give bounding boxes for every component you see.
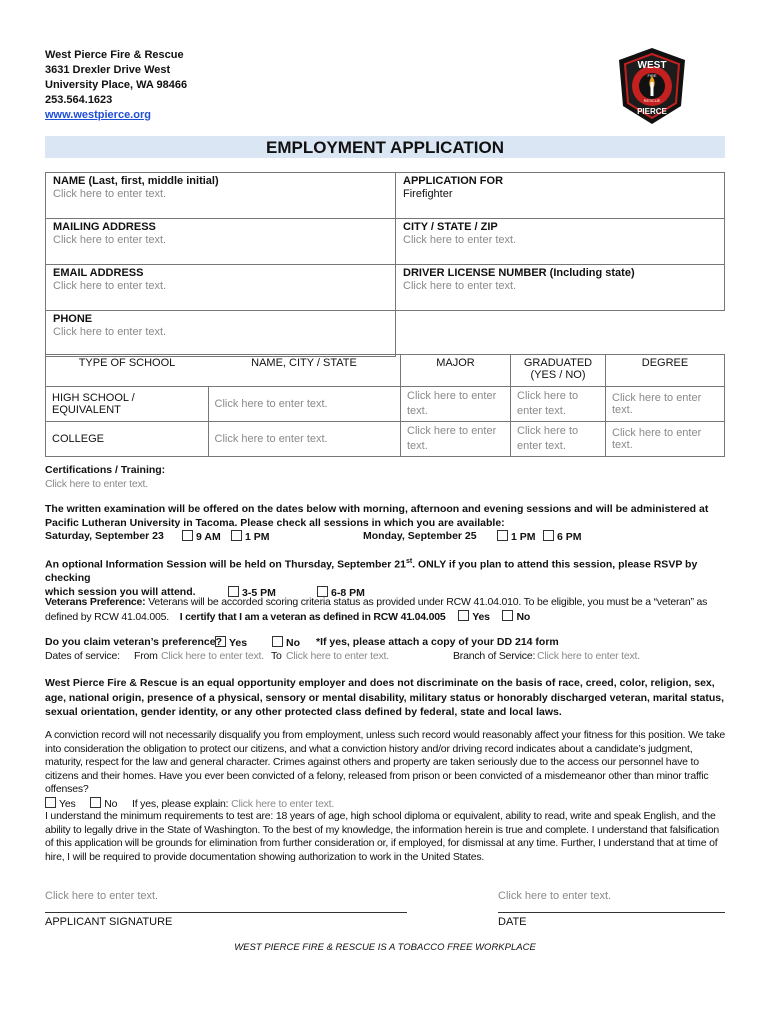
signature-line (45, 912, 407, 913)
checkbox-icon[interactable] (182, 530, 193, 541)
checkbox-icon[interactable] (543, 530, 554, 541)
veterans-certify-no-option[interactable] (502, 611, 530, 623)
certifications-section (45, 464, 730, 491)
name-label: NAME (Last, first, middle initial) (53, 175, 219, 187)
org-address-line1: 3631 Drexler Drive West (45, 64, 171, 76)
certifications-input[interactable]: Click here to enter text. (45, 477, 148, 490)
logo-text-top: WEST (637, 60, 667, 71)
conviction-no-label: No (104, 797, 118, 810)
info-session-text: An optional Information Session will be held on Thursday, September 21 (45, 558, 406, 571)
org-name: West Pierce Fire & Rescue (45, 49, 184, 61)
header-graduated: GRADUATED (YES / NO) (511, 355, 606, 387)
saturday-9am-option[interactable] (182, 530, 221, 545)
mailing-address-input[interactable]: Click here to enter text. (53, 234, 167, 246)
email-cell (46, 265, 396, 311)
veterans-section (45, 596, 730, 624)
conviction-section (45, 729, 730, 811)
signature-input[interactable]: Click here to enter text. (45, 890, 159, 902)
applicant-info-table (45, 172, 725, 357)
email-input[interactable]: Click here to enter text. (53, 280, 167, 292)
checkbox-icon[interactable] (228, 586, 239, 597)
logo-text-fire: FIRE (647, 73, 657, 78)
license-label: DRIVER LICENSE NUMBER (Including state) (403, 267, 635, 279)
monday-6pm-label: 6 PM (557, 531, 582, 543)
high-school-name-input[interactable]: Click here to enter text. (208, 387, 401, 422)
checkbox-icon[interactable] (502, 610, 513, 621)
high-school-graduated-input[interactable]: Click here to enter text. (511, 387, 606, 422)
checkbox-icon[interactable] (231, 530, 242, 541)
header-type-of-school: TYPE OF SCHOOL (46, 355, 209, 387)
email-label: EMAIL ADDRESS (53, 267, 144, 279)
license-input[interactable]: Click here to enter text. (403, 280, 517, 292)
header-name-city-state: NAME, CITY / STATE (208, 355, 401, 387)
conviction-yes-option[interactable] (45, 798, 76, 810)
org-phone: 253.564.1623 (45, 94, 113, 106)
college-major-input[interactable]: Click here to enter text. (401, 422, 511, 457)
city-state-zip-cell (396, 219, 725, 265)
veterans-label: Veterans Preference: (45, 596, 146, 608)
city-state-zip-label: CITY / STATE / ZIP (403, 221, 498, 233)
header-degree: DEGREE (606, 355, 725, 387)
date-label: DATE (498, 916, 527, 928)
info-session-6-8pm-label: 6-8 PM (331, 586, 365, 599)
application-for-cell (396, 173, 725, 219)
conviction-text: A conviction record will not necessarily disqualify you from employment, unless such record would reasonably affect your fitness for this position. We take into consideration the obligation to protect our citizens, and what a conviction history and/or driving record indicates about a candidate’s judgment, maturity, respect for the law and general character. Crimes against others and property are taken seriously due to the access our personnel have to citizens and their homes. Have you ever been convicted of a felony, released from prison or been convicted of a misdemeanor other than minor traffic offenses? (45, 729, 726, 795)
name-input[interactable]: Click here to enter text. (53, 188, 167, 200)
info-session-3-5pm-label: 3-5 PM (242, 586, 276, 599)
org-website-link[interactable]: www.westpierce.org (45, 109, 151, 121)
veteran-claim-no-label: No (286, 637, 300, 649)
school-type-college: COLLEGE (46, 422, 209, 457)
fire-department-logo (615, 46, 689, 126)
page-title: EMPLOYMENT APPLICATION (45, 136, 725, 158)
college-degree-input[interactable]: Click here to enter text. (606, 422, 725, 457)
phone-input[interactable]: Click here to enter text. (53, 326, 167, 338)
veteran-claim-no-option[interactable] (272, 636, 300, 651)
to-label: To (271, 650, 282, 662)
org-header (45, 48, 187, 123)
service-from-input[interactable]: Click here to enter text. (161, 650, 264, 662)
high-school-degree-input[interactable]: Click here to enter text. (606, 387, 725, 422)
saturday-9am-label: 9 AM (196, 531, 221, 543)
monday-1pm-label: 1 PM (511, 531, 536, 543)
saturday-label: Saturday, September 23 (45, 530, 164, 542)
conviction-explain-input[interactable]: Click here to enter text. (231, 797, 335, 810)
veterans-certify: I certify that I am a veteran as defined in RCW 41.04.005 (179, 610, 446, 623)
checkbox-icon[interactable] (497, 530, 508, 541)
veteran-claim-question: Do you claim veteran’s preference? (45, 636, 223, 648)
application-for-value[interactable]: Firefighter (403, 188, 453, 200)
veteran-claim-yes-option[interactable] (215, 636, 247, 651)
table-row (46, 387, 725, 422)
logo-text-bottom: PIERCE (637, 107, 667, 116)
agreement-text: I understand the minimum requirements to test are: 18 years of age, high school diploma or equivalent, ability to read, write and speak English, and the ability to legally drive in the State of Washington. To the best of my knowledge, the information herein is true and complete. I understand that falsification of this application will be grounds for elimination from further consideration or, if employed, for dismissal at any time. Further, I understand that at time of hire, I will be required to provide documentation showing authorization to work in the United States. (45, 810, 720, 863)
veterans-certify-yes-option[interactable] (458, 611, 490, 623)
application-for-label: APPLICATION FOR (403, 175, 504, 187)
veteran-claim-section (45, 636, 730, 664)
veterans-certify-yes-label: Yes (472, 610, 490, 623)
info-session-sup: st (405, 558, 413, 565)
dates-of-service-label: Dates of service: (45, 650, 120, 662)
saturday-1pm-option[interactable] (231, 530, 270, 545)
conviction-yes-label: Yes (59, 797, 76, 810)
date-input[interactable]: Click here to enter text. (498, 890, 612, 902)
veterans-text: Veterans will be accorded scoring criteria status as provided under RCW 41.04.010. To be eligible, you must be a “veteran” as defined by RCW 41.04.005. (45, 596, 708, 623)
table-row (46, 422, 725, 457)
checkbox-icon[interactable] (317, 586, 328, 597)
info-session-section (45, 555, 730, 600)
phone-cell (46, 311, 396, 357)
checkbox-icon[interactable] (272, 636, 283, 647)
date-line (498, 912, 725, 913)
monday-6pm-option[interactable] (543, 530, 582, 545)
education-table (45, 354, 725, 457)
from-label: From (134, 650, 158, 662)
service-to-input[interactable]: Click here to enter text. (286, 650, 389, 662)
info-session-text-3: which session you will attend. (45, 585, 196, 598)
exam-text: The written examination will be offered on the dates below with morning, afternoon and evening sessions and will be administered at Pacific Lutheran University in Tacoma. Please check all sessions in which you are available: (45, 503, 709, 529)
footer-note: WEST PIERCE FIRE & RESCUE IS A TOBACCO FREE WORKPLACE (234, 942, 536, 953)
checkbox-icon[interactable] (215, 636, 226, 647)
city-state-zip-input[interactable]: Click here to enter text. (403, 234, 517, 246)
college-name-input[interactable]: Click here to enter text. (208, 422, 401, 457)
signature-label: APPLICANT SIGNATURE (45, 916, 173, 928)
veteran-claim-note: *If yes, please attach a copy of your DD 214 form (316, 636, 559, 648)
exam-section (45, 503, 730, 544)
school-type-high-school: HIGH SCHOOL / EQUIVALENT (46, 387, 209, 422)
monday-1pm-option[interactable] (497, 530, 536, 545)
mailing-address-label: MAILING ADDRESS (53, 221, 156, 233)
branch-of-service-input[interactable]: Click here to enter text. (537, 650, 640, 662)
eeo-statement: West Pierce Fire & Rescue is an equal opportunity employer and does not discriminate on the basis of race, creed, color, religion, sex, age, national origin, presence of a physical, sensory or mental disability, military status or honorably discharged veteran, marital status, sexual orientation, gender identity, or any other protected class defined by federal, state and local laws. (45, 677, 725, 718)
checkbox-icon[interactable] (90, 797, 101, 808)
name-cell (46, 173, 396, 219)
veterans-certify-no-label: No (516, 610, 531, 623)
mailing-address-cell (46, 219, 396, 265)
certifications-label: Certifications / Training: (45, 464, 166, 476)
veteran-claim-yes-label: Yes (229, 637, 248, 649)
checkbox-icon[interactable] (45, 797, 56, 808)
info-session-text-2: . ONLY if you plan to attend this session, please RSVP by checking (45, 558, 698, 584)
branch-of-service-label: Branch of Service: (453, 650, 536, 662)
monday-label: Monday, September 25 (363, 530, 477, 542)
college-graduated-input[interactable]: Click here to enter text. (511, 422, 606, 457)
header-major: MAJOR (401, 355, 511, 387)
saturday-1pm-label: 1 PM (245, 531, 270, 543)
logo-text-rescue: RESCUE (643, 98, 661, 103)
conviction-explain-label: If yes, please explain: (132, 797, 229, 810)
org-address-line2: University Place, WA 98466 (45, 79, 188, 91)
checkbox-icon[interactable] (458, 610, 469, 621)
license-cell (396, 265, 725, 311)
high-school-major-input[interactable]: Click here to enter text. (401, 387, 511, 422)
conviction-no-option[interactable] (90, 798, 117, 810)
phone-label: PHONE (53, 313, 93, 325)
